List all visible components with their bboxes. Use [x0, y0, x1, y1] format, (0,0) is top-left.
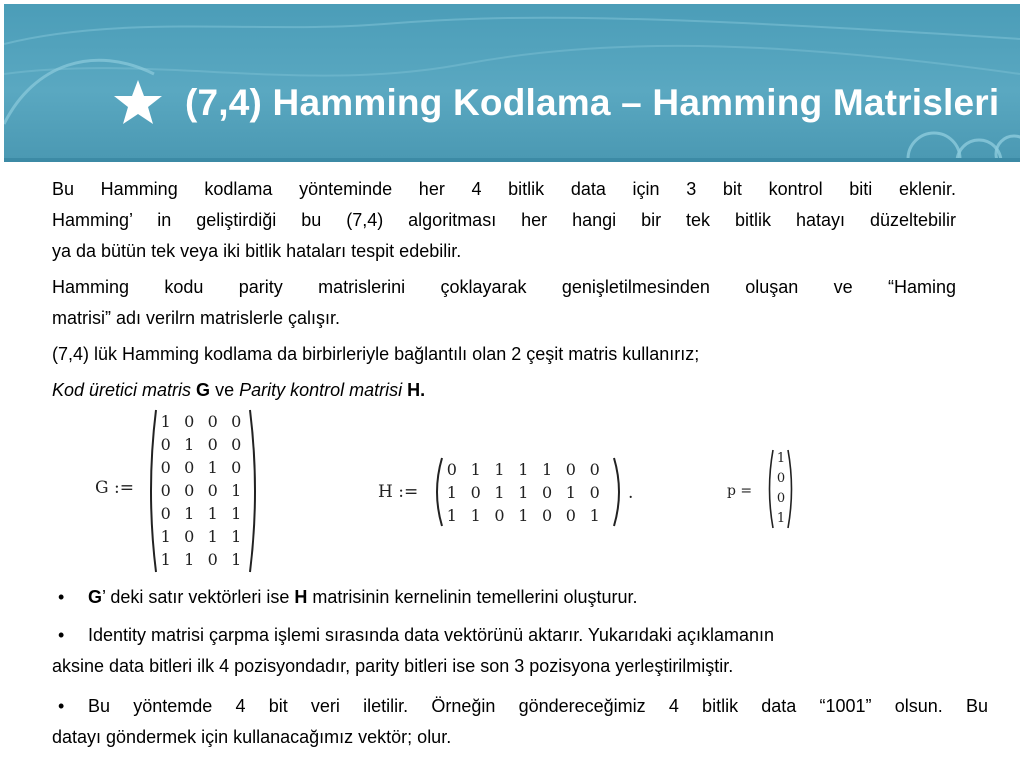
matrix-g-cell: 1 [184, 550, 195, 569]
vector-p [774, 449, 788, 529]
bullet-identity-text-1: Identity matrisi çarpma işlemi sırasında data vektörünü aktarır. Yukarıdaki açıklamanın [88, 625, 774, 645]
matrix-h-right-bracket [612, 456, 626, 528]
matrix-h-label: H := [378, 482, 419, 502]
parity-matrix-symbol: H. [407, 380, 426, 400]
matrix-h-cell: 0 [541, 506, 553, 525]
vector-p-cell: 1 [776, 451, 786, 466]
bullet-kernel-text-2: matrisinin kernelinin temellerini oluşturur. [307, 587, 638, 607]
vector-p-cell: 0 [776, 471, 786, 486]
matrix-h-period: . [628, 483, 634, 503]
matrix-h-cell: 0 [565, 506, 576, 525]
matrix-g-row [154, 456, 248, 479]
matrix-h-row [440, 458, 607, 481]
matrix-h-cell: 1 [541, 460, 553, 479]
matrix-g-row [154, 502, 248, 525]
matrix-g-cell: 0 [207, 412, 218, 431]
matrix-g-cell: 1 [231, 550, 242, 569]
generator-matrix-label: Kod üretici matris [52, 380, 197, 400]
matrix-h [440, 458, 607, 527]
paragraph-parity-line-1: Hamming kodu parity matrislerini çoklayarak genişletilmesinden oluşan ve “Haming [52, 277, 956, 297]
matrix-g-row [154, 410, 248, 433]
matrix-g-cell: 1 [184, 435, 195, 454]
matrix-g-cell: 0 [160, 481, 171, 500]
vector-p-cell: 0 [776, 491, 786, 506]
matrix-g-cell: 0 [184, 481, 195, 500]
matrix-g-cell: 1 [184, 504, 195, 523]
paragraph-parity-line-2: matrisi” adı verilrn matrislerle çalışır. [52, 308, 341, 328]
bullet-identity-line-1 [58, 620, 988, 651]
bullet-example-line-2: datayı göndermek için kullanacağımız vektör; olur. [52, 727, 452, 747]
matrix-h-cell: 0 [494, 506, 505, 525]
matrix-g-cell: 1 [231, 527, 242, 546]
paragraph-intro-line-2: Hamming’ in geliştirdiği bu (7,4) algoritması her hangi bir tek bitlik hatayı düzeltebilir [52, 210, 956, 230]
matrix-h-row [440, 481, 607, 504]
matrix-g-cell: 0 [160, 504, 171, 523]
bullet-identity [52, 620, 988, 682]
bullet-dot-1: • [58, 587, 65, 607]
matrix-g-cell: 0 [231, 458, 242, 477]
matrix-g-row [154, 525, 248, 548]
matrix-g-cell: 0 [184, 527, 195, 546]
matrix-g-cell: 0 [207, 435, 218, 454]
bullet-dot-2: • [58, 625, 65, 645]
matrix-h-cell: 0 [589, 483, 600, 502]
star-icon [112, 78, 164, 126]
matrix-h-cell: 1 [470, 460, 481, 479]
paragraph-matrix-names [52, 375, 956, 406]
matrix-h-cell: 1 [446, 483, 457, 502]
paragraph-intro-line-3: ya da bütün tek veya iki bitlik hataları tespit edebilir. [52, 241, 462, 261]
matrix-g-label: G := [95, 478, 134, 498]
matrix-g-cell: 0 [207, 481, 218, 500]
bullet-dot-3: • [58, 696, 65, 716]
matrix-g-cell: 0 [160, 435, 171, 454]
matrix-g-cell: 1 [207, 458, 218, 477]
paragraph-intro-line-1: Bu Hamming kodlama yönteminde her 4 bitlik data için 3 bit kontrol biti eklenir. [52, 179, 956, 199]
matrix-g-cell: 1 [231, 481, 242, 500]
matrix-h-cell: 1 [446, 506, 457, 525]
bullet-identity-line-2: aksine data bitleri ilk 4 pozisyondadır, parity bitleri ise son 3 pozisyona yerleştirilmiştir. [52, 656, 734, 676]
vector-p-cell: 1 [776, 511, 786, 526]
bullet-kernel [58, 582, 988, 613]
matrix-h-cell: 0 [470, 483, 481, 502]
bullet-example-text-1: Bu yöntemde 4 bit veri iletilir. Örneğin göndereceğimiz 4 bitlik data “1001” olsun. Bu [88, 696, 988, 716]
matrix-h-row [440, 504, 607, 527]
matrix-h-cell: 1 [589, 506, 600, 525]
paragraph-parity [52, 272, 956, 334]
matrix-h-cell: 1 [494, 460, 505, 479]
matrix-h-cell: 1 [518, 460, 529, 479]
paragraph-intro [52, 174, 956, 267]
matrix-h-cell: 0 [589, 460, 600, 479]
matrix-h-cell: 1 [518, 483, 529, 502]
conjunction-text: ve [210, 380, 240, 400]
matrix-g-cell: 0 [207, 550, 218, 569]
matrix-g-cell: 0 [184, 412, 195, 431]
matrix-g-cell: 0 [231, 412, 242, 431]
paragraph-matrix-types: (7,4) lük Hamming kodlama da birbirleriyle bağlantılı olan 2 çeşit matris kullanırız; [52, 344, 700, 364]
bullet-example-line-1 [58, 691, 988, 722]
slide-title: (7,4) Hamming Kodlama – Hamming Matrisleri [185, 82, 1000, 123]
matrix-g-cell: 1 [207, 527, 218, 546]
matrix-h-cell: 1 [494, 483, 505, 502]
matrix-g [154, 410, 248, 571]
matrix-g-cell: 0 [184, 458, 195, 477]
matrix-h-cell: 1 [565, 483, 576, 502]
matrix-g-row [154, 433, 248, 456]
matrix-h-cell: 0 [446, 460, 457, 479]
generator-matrix-symbol: G [196, 380, 211, 400]
matrix-g-cell: 1 [160, 550, 171, 569]
bullet-kernel-g: G [88, 587, 103, 607]
matrix-g-cell: 1 [160, 527, 171, 546]
matrix-g-cell: 1 [207, 504, 218, 523]
matrix-h-cell: 0 [565, 460, 576, 479]
matrix-g-cell: 1 [231, 504, 242, 523]
matrix-g-row [154, 479, 248, 502]
vector-p-label: p = [727, 483, 753, 499]
matrix-h-cell: 1 [470, 506, 481, 525]
parity-matrix-label: Parity kontrol matrisi [239, 380, 408, 400]
matrix-h-cell: 1 [518, 506, 529, 525]
bullet-example [52, 691, 988, 753]
matrix-g-right-bracket [248, 408, 262, 574]
matrix-g-cell: 1 [160, 412, 171, 431]
banner-bottom-line [4, 158, 1020, 162]
bullet-kernel-text-1: ’ deki satır vektörleri ise [102, 587, 295, 607]
matrix-h-cell: 0 [541, 483, 553, 502]
matrix-g-row [154, 548, 248, 571]
matrix-g-cell: 0 [231, 435, 242, 454]
bullet-kernel-h: H [294, 587, 308, 607]
matrix-g-cell: 0 [160, 458, 171, 477]
